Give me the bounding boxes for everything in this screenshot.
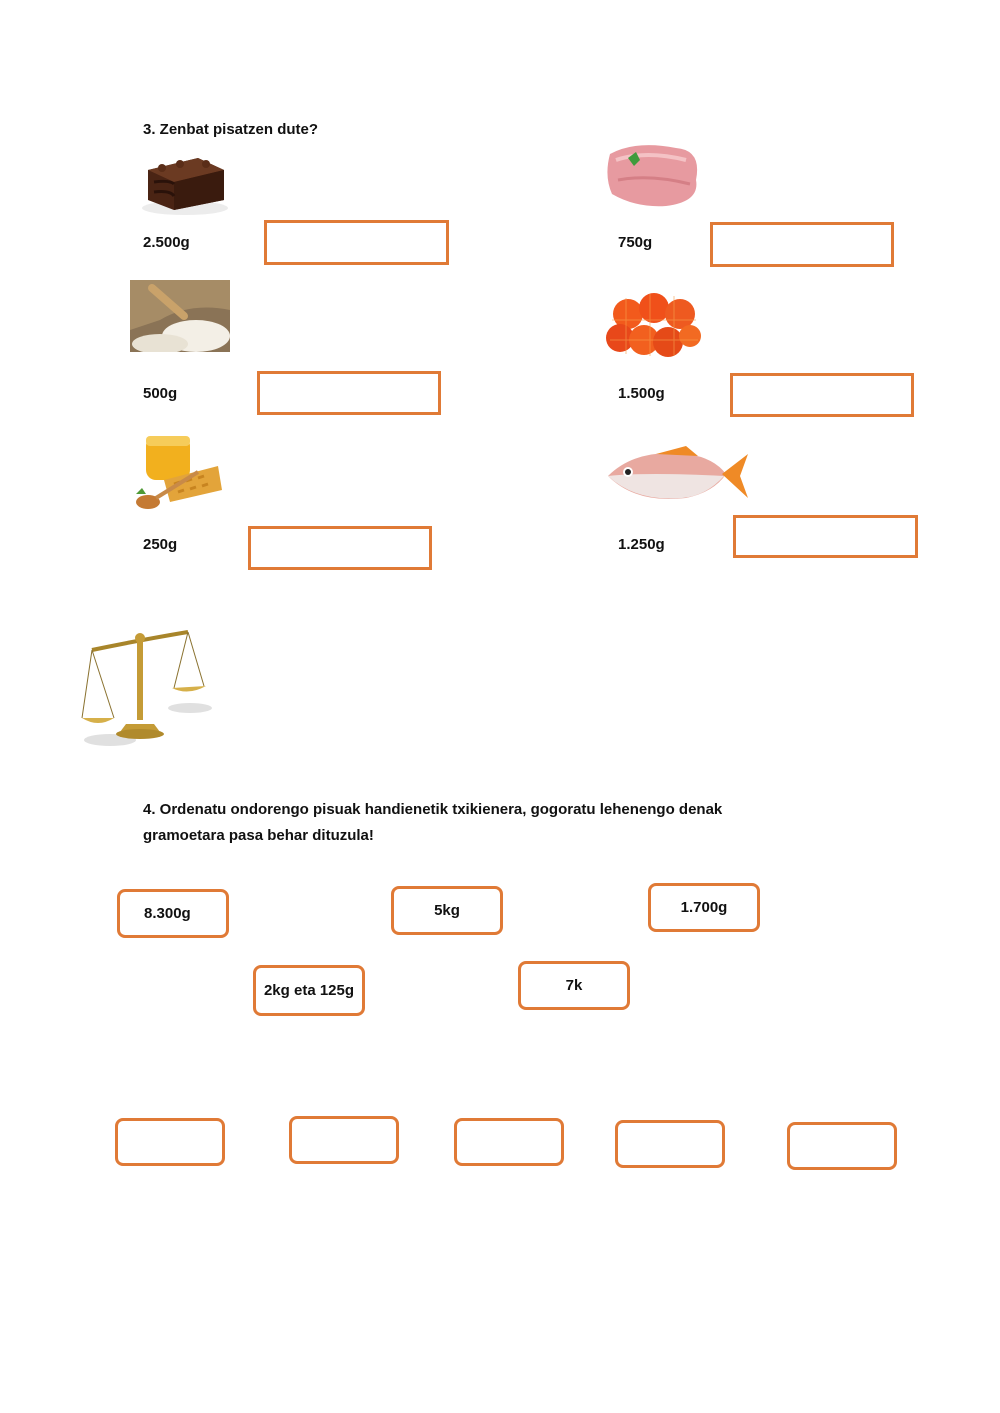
answer-box-meat[interactable]: [710, 222, 894, 267]
answer-box-honey[interactable]: [248, 526, 432, 570]
weight-chip[interactable]: 8.300g: [117, 889, 229, 938]
fish-icon: [606, 444, 750, 506]
honey-icon: [134, 432, 224, 514]
weight-label-honey: 250g: [143, 536, 178, 553]
weight-label-rice: 500g: [143, 385, 178, 402]
order-slot-1[interactable]: [115, 1118, 225, 1166]
oranges-icon: [606, 290, 702, 360]
order-slot-3[interactable]: [454, 1118, 564, 1166]
section-4-title-line-1: 4. Ordenatu ondorengo pisuak handienetik txikienera, gogoratu lehenengo denak: [143, 801, 723, 818]
weight-label-cake: 2.500g: [143, 234, 190, 251]
cake-icon: [140, 150, 230, 216]
balance-scale-icon: [80, 628, 220, 752]
answer-box-cake[interactable]: [264, 220, 449, 265]
section-4-title-line-2: gramoetara pasa behar dituzula!: [143, 827, 374, 844]
order-slot-2[interactable]: [289, 1116, 399, 1164]
weight-chip[interactable]: 7k: [518, 961, 630, 1010]
weight-chip[interactable]: 2kg eta 125g: [253, 965, 365, 1016]
order-slot-4[interactable]: [615, 1120, 725, 1168]
answer-box-oranges[interactable]: [730, 373, 914, 417]
rice-sack-icon: [130, 280, 230, 352]
weight-chip[interactable]: 1.700g: [648, 883, 760, 932]
section-3-title: 3. Zenbat pisatzen dute?: [143, 121, 319, 138]
weight-label-fish: 1.250g: [618, 536, 665, 553]
weight-chip[interactable]: 5kg: [391, 886, 503, 935]
weight-label-meat: 750g: [618, 234, 653, 251]
weight-label-oranges: 1.500g: [618, 385, 665, 402]
meat-icon: [606, 140, 702, 210]
answer-box-fish[interactable]: [733, 515, 918, 558]
answer-box-rice[interactable]: [257, 371, 441, 415]
order-slot-5[interactable]: [787, 1122, 897, 1170]
